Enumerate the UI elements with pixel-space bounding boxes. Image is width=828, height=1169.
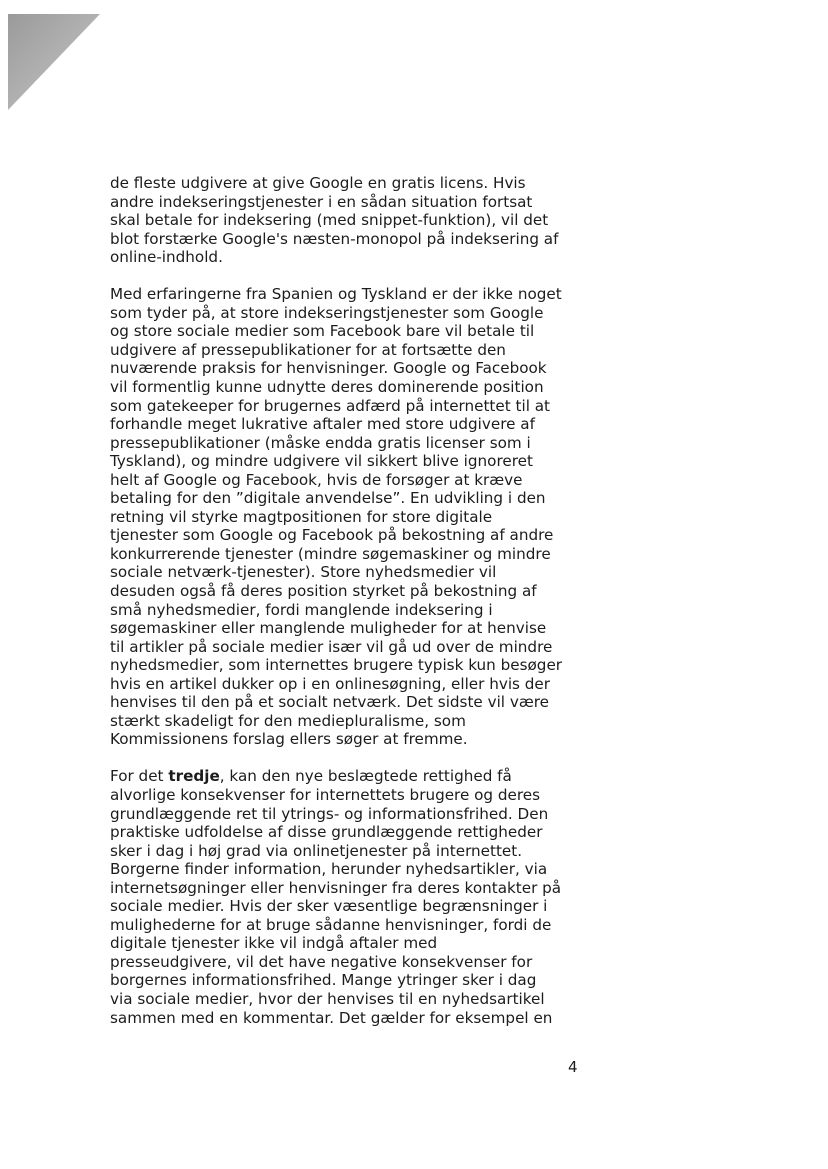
text-segment: hvis en artikel dukker op i en onlinesøgning, eller hvis der — [110, 674, 551, 693]
text-segment: digitale tjenester ikke vil indgå aftaler med — [110, 934, 438, 953]
text-line — [110, 712, 588, 731]
text-segment: betaling for den ”digitale anvendelse”. En udvikling i den — [110, 489, 546, 508]
text-segment: sociale medier. Hvis der sker væsentlige begrænsninger i — [110, 897, 548, 916]
paragraph — [110, 285, 588, 749]
text-line — [110, 953, 588, 972]
text-segment: andre indekseringstjenester i en sådan situation fortsat — [110, 192, 533, 211]
text-line — [110, 452, 588, 471]
text-line — [110, 211, 588, 230]
text-segment: nyhedsmedier, som internettes brugere typisk kun besøger — [110, 656, 563, 675]
text-line — [110, 916, 588, 935]
text-line — [110, 879, 588, 898]
text-segment: online-indhold. — [110, 248, 223, 267]
paragraph — [110, 174, 588, 267]
text-line — [110, 526, 588, 545]
text-segment: mulighederne for at bruge sådanne henvisninger, fordi de — [110, 915, 552, 934]
text-line — [110, 545, 588, 564]
text-line — [110, 971, 588, 990]
text-line — [110, 471, 588, 490]
text-line — [110, 656, 588, 675]
text-segment: retning vil styrke magtpositionen for store digitale — [110, 507, 493, 526]
text-segment: Borgerne finder information, herunder nyhedsartikler, via — [110, 860, 548, 879]
text-line — [110, 582, 588, 601]
text-segment: stærkt skadeligt for den mediepluralisme, som — [110, 711, 466, 730]
text-line — [110, 193, 588, 212]
text-line — [110, 285, 588, 304]
text-line — [110, 638, 588, 657]
text-line — [110, 378, 588, 397]
text-line — [110, 990, 588, 1009]
text-segment: For det — [110, 767, 169, 786]
text-line — [110, 767, 588, 786]
text-line — [110, 897, 588, 916]
text-segment: Kommissionens forslag ellers søger at fremme. — [110, 730, 468, 749]
text-segment: små nyhedsmedier, fordi manglende indeksering i — [110, 600, 493, 619]
text-line — [110, 1009, 588, 1028]
page-number: 4 — [568, 1058, 578, 1076]
text-line — [110, 508, 588, 527]
text-line — [110, 805, 588, 824]
text-segment: konkurrerende tjenester (mindre søgemaskiner og mindre — [110, 544, 551, 563]
text-segment: blot forstærke Google's næsten-monopol på indeksering af — [110, 229, 559, 248]
text-segment: grundlæggende ret til ytrings- og informationsfrihed. Den — [110, 804, 549, 823]
text-segment: udgivere af pressepublikationer for at fortsætte den — [110, 340, 506, 359]
text-line — [110, 397, 588, 416]
text-segment: forhandle meget lukrative aftaler med store udgivere af — [110, 415, 535, 434]
text-segment: sammen med en kommentar. Det gælder for eksempel en — [110, 1008, 553, 1027]
text-line — [110, 248, 588, 267]
text-segment: sker i dag i høj grad via onlinetjenester på internettet. — [110, 841, 523, 860]
text-segment: , kan den nye beslægtede rettighed få — [219, 767, 512, 786]
text-line — [110, 174, 588, 193]
text-segment: søgemaskiner eller manglende muligheder for at henvise — [110, 619, 547, 638]
text-segment: de fleste udgivere at give Google en gratis licens. Hvis — [110, 174, 526, 192]
text-line — [110, 823, 588, 842]
text-line — [110, 489, 588, 508]
text-line — [110, 230, 588, 249]
text-line — [110, 415, 588, 434]
text-segment: Tyskland), og mindre udgivere vil sikkert blive ignoreret — [110, 452, 533, 471]
text-line — [110, 842, 588, 861]
text-segment: pressepublikationer (måske endda gratis licenser som i — [110, 433, 531, 452]
text-line — [110, 730, 588, 749]
text-line — [110, 786, 588, 805]
text-segment: desuden også få deres position styrket på bekostning af — [110, 581, 537, 600]
bold-text: tredje — [168, 767, 220, 786]
text-line — [110, 341, 588, 360]
text-segment: internetsøgninger eller henvisninger fra deres kontakter på — [110, 878, 562, 897]
text-line — [110, 434, 588, 453]
text-segment: sociale netværk-tjenester). Store nyhedsmedier vil — [110, 563, 497, 582]
text-line — [110, 304, 588, 323]
text-line — [110, 359, 588, 378]
text-segment: henvises til den på et socialt netværk. Det sidste vil være — [110, 693, 550, 712]
text-segment: som gatekeeper for brugernes adfærd på internettet til at — [110, 396, 550, 415]
text-segment: tjenester som Google og Facebook på bekostning af andre — [110, 526, 554, 545]
text-segment: og store sociale medier som Facebook bare vil betale til — [110, 322, 535, 341]
text-segment: til artikler på sociale medier især vil gå ud over de mindre — [110, 637, 553, 656]
text-segment: presseudgivere, vil det have negative konsekvenser for — [110, 952, 533, 971]
text-line — [110, 601, 588, 620]
document-body — [110, 174, 588, 1027]
text-segment: som tyder på, at store indekseringstjenester som Google — [110, 303, 544, 322]
text-segment: via sociale medier, hvor der henvises til en nyhedsartikel — [110, 989, 545, 1008]
text-segment: alvorlige konsekvenser for internettets brugere og deres — [110, 785, 541, 804]
text-segment: praktiske udfoldelse af disse grundlæggende rettigheder — [110, 823, 543, 842]
text-line — [110, 934, 588, 953]
text-segment: Med erfaringerne fra Spanien og Tyskland er der ikke noget — [110, 285, 562, 304]
folded-corner-mark — [8, 14, 100, 110]
text-segment: helt af Google og Facebook, hvis de forsøger at kræve — [110, 470, 523, 489]
text-line — [110, 860, 588, 879]
paragraph — [110, 767, 588, 1027]
text-line — [110, 675, 588, 694]
text-segment: vil formentlig kunne udnytte deres dominerende position — [110, 377, 544, 396]
text-line — [110, 563, 588, 582]
text-segment: borgernes informationsfrihed. Mange ytringer sker i dag — [110, 971, 537, 990]
text-segment: nuværende praksis for henvisninger. Google og Facebook — [110, 359, 547, 378]
text-line — [110, 619, 588, 638]
text-line — [110, 322, 588, 341]
text-line — [110, 693, 588, 712]
text-segment: skal betale for indeksering (med snippet-funktion), vil det — [110, 211, 549, 230]
